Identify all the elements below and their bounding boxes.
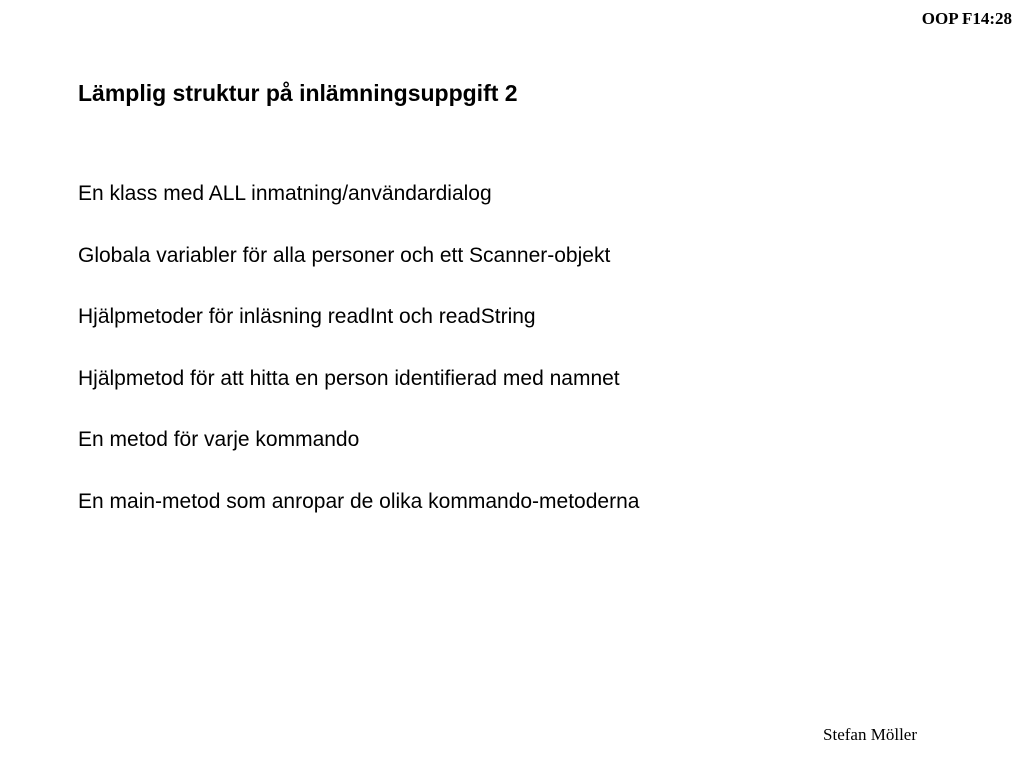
point-read-helpers: Hjälpmetoder för inläsning readInt och readString	[78, 305, 536, 328]
slide-title: Lämplig struktur på inlämningsuppgift 2	[78, 80, 518, 106]
slide-number: OOP F14:28	[921, 9, 1012, 28]
author-name: Stefan Möller	[823, 725, 917, 744]
point-global-variables: Globala variabler för alla personer och ett Scanner-objekt	[78, 243, 611, 267]
point-main-method: En main-metod som anropar de olika kommando-metoderna	[78, 489, 640, 513]
point-dialog-class: En klass med ALL inmatning/användardialog	[78, 182, 492, 205]
point-command-methods: En metod för varje kommando	[78, 428, 360, 451]
point-list	[78, 180, 639, 549]
point-find-person-helper: Hjälpmetod för att hitta en person identifierad med namnet	[78, 366, 620, 390]
